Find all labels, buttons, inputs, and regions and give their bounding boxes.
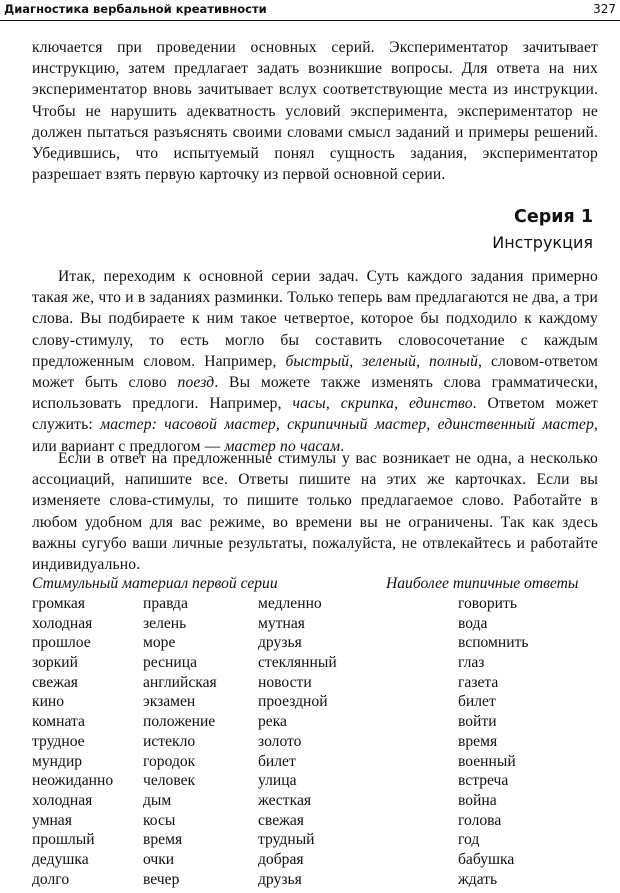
instruction-paragraph-2: Если в ответ на предложенные стимулы у вас возникает не одна, а несколько ассоциаций, напишите все. Ответы пишите на этих же карточках. Если вы изменяете слова-стимулы, то пишите только предлагаемое слово. Работайте в любом удобном для вас режиме, во времени вы не ограничены. Так как здесь важны сугубо ваши личные результаты, пожалуйста, не отвлекайтесь и работайте индивидуально. [32,450,598,574]
table-cell: год [458,831,480,849]
table-cell: зоркий [32,654,78,672]
table-cell: билет [258,752,296,770]
table-cell: друзья [258,634,302,652]
running-header [4,2,616,20]
table-cell: трудный [258,831,315,849]
table-cell: море [143,634,176,652]
table-cell: свежая [258,811,304,829]
table-cell: билет [458,693,496,711]
text-run: Итак, переходим к основной серии задач. Суть каждого задания примерно такая же, что и в заданиях разминки. Только теперь вам предлагаются не два, а три слова. Вы подбираете к ним такое четвертое, которое бы подходило к каждому слову-стимулу, то есть могло бы составить словосочетание с каждым предложенным словом. Например, [32,268,598,370]
stimuli-column-2 [143,594,217,889]
table-cell: дедушка [32,850,89,868]
table-cell: вечер [143,870,180,888]
text-run: . Ответом может служить: [32,395,598,434]
table-cell: мундир [32,752,83,770]
table-cell: очки [143,850,175,868]
instruction-paragraph-1 [32,266,598,457]
table-cell: ресница [143,654,197,672]
table-cell: войти [458,713,497,731]
example-stimuli-1: быстрый, зеленый, полный [285,352,479,370]
example-stimuli-2: часы, скрипка, единство [292,395,473,413]
table-cell: ждать [458,870,498,888]
table-cell: говорить [458,595,517,612]
example-answer-1: поезд [177,374,215,392]
table-cell: добрая [258,850,304,868]
table-cell: прошлое [32,634,91,652]
table-cell: проездной [258,693,328,711]
table-cell: газета [458,673,499,691]
table-cell: свежая [32,673,78,691]
table-cell: городок [143,752,196,770]
table-cell: громкая [32,595,85,612]
text-run: . [340,437,345,455]
table-cell: холодная [32,614,93,632]
table-cell: улица [258,772,297,790]
table-cell: английская [143,673,217,691]
section-title: Серия 1 [513,207,593,227]
table-cell: холодная [32,791,93,809]
table-cell: долго [32,870,70,888]
table-cell: экзамен [143,693,196,711]
stimuli-header: Стимульный материал первой серии [32,575,278,592]
table-cell: жесткая [258,791,312,809]
table-cell: река [258,713,287,731]
table-cell: золото [258,732,302,750]
table-cell: вспомнить [458,634,529,652]
table-cell: прошлый [32,831,95,849]
example-preposition: мастер по часам [224,437,341,455]
example-answers-2: мастер: часовой мастер, скрипичный мастер, единственный мастер [100,416,594,434]
text-run: . Вы можете также изменять слова грамматически, использовать предлоги. Например, [32,374,598,413]
stimuli-column-3 [258,594,337,889]
table-cell: правда [143,595,188,612]
intro-paragraph: ключается при проведении основных серий. Экспериментатор зачитывает инструкцию, затем предлагает задать возникшие вопросы. Для ответа на них экспериментатор вновь зачитывает вслух соответствующие места из инструкции. Чтобы не нарушить адекватность условий эксперимента, экспериментатор не должен пытаться разъяснять своими словами смысл заданий и примеры решений. Убедившись, что испытуемый понял сущность задания, экспериментатор разрешает взять первую карточку из первой основной серии. [32,39,598,184]
table-cell: положение [143,713,216,731]
table-cell: голова [458,811,502,829]
table-cell: друзья [258,870,302,888]
table-cell: время [143,831,183,849]
text-run: , или вариант с предлогом — [32,416,598,455]
text-run: , словом-ответом может быть слово [32,352,598,392]
table-cell: встреча [458,772,509,790]
table-cell: косы [143,811,176,829]
table-cell: время [458,732,498,750]
table-cell: кино [32,693,65,711]
table-cell: война [458,791,497,809]
running-title: Диагностика вербальной креативности [4,2,267,16]
table-cell: медленно [258,595,322,612]
page-number: 327 [593,2,616,16]
table-cell: истекло [143,732,196,750]
table-cell: зелень [143,614,187,632]
table-cell: новости [258,673,312,691]
stimuli-column-1 [32,594,113,889]
table-cell: стеклянный [258,654,337,672]
table-cell: трудное [32,732,85,750]
table-cell: дым [143,791,172,809]
table-cell: военный [458,752,516,770]
table-cell: глаз [458,654,485,672]
table-cell: вода [458,614,488,632]
table-cell: мутная [258,614,305,632]
table-cell: комната [32,713,85,731]
answers-header: Наиболее типичные ответы [386,575,579,592]
answers-column [458,594,529,889]
header-rule [0,20,620,21]
table-cell: человек [143,772,196,790]
table-cell: бабушка [458,850,515,868]
section-subtitle: Инструкция [492,233,593,252]
table-cell: умная [32,811,72,829]
table-cell: неожиданно [32,772,114,790]
